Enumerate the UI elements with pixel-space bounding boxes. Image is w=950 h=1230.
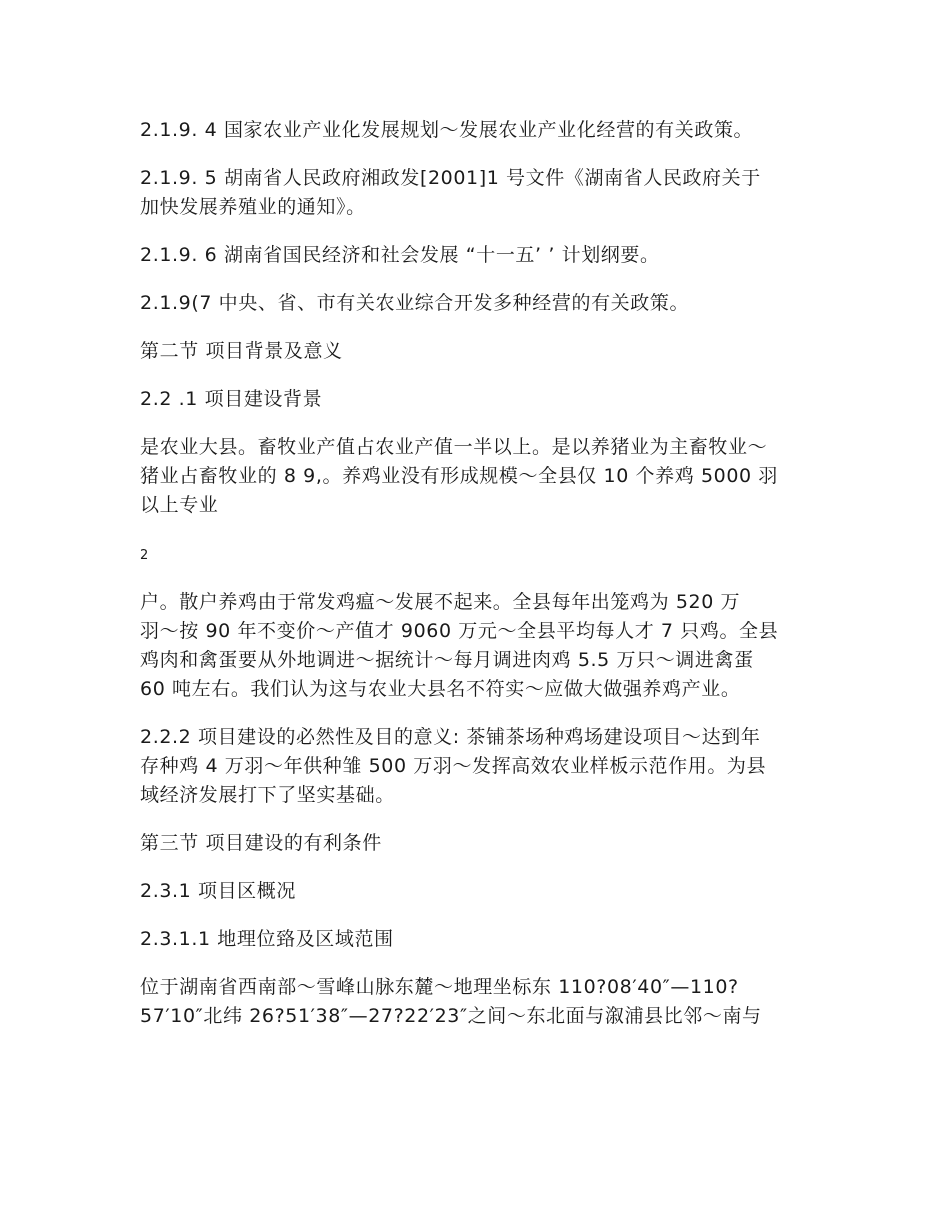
subsection-heading-2-2-1 xyxy=(140,385,820,414)
paragraph-necessity xyxy=(140,723,820,810)
text-line: 2.3.1 项目区概况 xyxy=(140,880,296,902)
text-line: 57′10″北纬 26?51′38″—27?22′23″之间～东北面与溆浦县比邻～南与 xyxy=(140,1005,762,1027)
subsection-heading-2-3-1 xyxy=(140,877,820,906)
paragraph-policy-5 xyxy=(140,164,820,222)
text-line: 加快发展养殖业的通知》。 xyxy=(140,196,366,218)
section-heading-2 xyxy=(140,337,820,366)
text-line: 60 吨左右。我们认为这与农业大县名不符实～应做大做强养鸡产业。 xyxy=(140,678,741,700)
text-line: 羽～按 90 年不变价～产值才 9060 万元～全县平均每人才 7 只鸡。全县 xyxy=(140,620,779,642)
page-number: 2 xyxy=(140,548,149,563)
text-line: 户。散户养鸡由于常发鸡瘟～发展不起来。全县每年出笼鸡为 520 万 xyxy=(140,591,741,613)
section-heading-3 xyxy=(140,829,820,858)
text-line: 2.3.1.1 地理位臵及区域范围 xyxy=(140,928,394,950)
text-line: 2.1.9(7 中央、省、市有关农业综合开发多种经营的有关政策。 xyxy=(140,292,690,314)
paragraph-location xyxy=(140,973,820,1031)
paragraph-policy-7 xyxy=(140,289,820,318)
text-line: 位于湖南省西南部～雪峰山脉东麓～地理坐标东 110?08′40″—110? xyxy=(140,976,739,998)
paragraph-policy-4 xyxy=(140,116,820,145)
text-line: 2.2.2 项目建设的必然性及目的意义: 茶铺茶场种鸡场建设项目～达到年 xyxy=(140,726,761,748)
text-line: 第三节 项目建设的有利条件 xyxy=(140,832,382,854)
text-line: 第二节 项目背景及意义 xyxy=(140,340,343,362)
text-line: 鸡肉和禽蛋要从外地调进～据统计～每月调进肉鸡 5.5 万只～调进禽蛋 xyxy=(140,649,754,671)
text-line: 以上专业 xyxy=(140,494,219,516)
text-line: 2.1.9. 4 国家农业产业化发展规划～发展农业产业化经营的有关政策。 xyxy=(140,119,754,141)
text-line: 2.1.9. 5 胡南省人民政府湘政发[2001]1 号文件《湖南省人民政府关于 xyxy=(140,167,761,189)
paragraph-policy-6 xyxy=(140,241,820,270)
paragraph-background xyxy=(140,433,820,520)
subsection-heading-2-3-1-1 xyxy=(140,925,820,954)
text-line: 2.1.9. 6 湖南省国民经济和社会发展 “十一五’ ’ 计划纲要。 xyxy=(140,244,660,266)
document-page xyxy=(140,116,820,1050)
text-line: 存种鸡 4 万羽～年供种雏 500 万羽～发挥高效农业样板示范作用。为县 xyxy=(140,755,767,777)
text-line: 是农业大县。畜牧业产值占农业产值一半以上。是以养猪业为主畜牧业～ xyxy=(140,436,768,458)
text-line: 猪业占畜牧业的 8 9,。养鸡业没有形成规模～全县仅 10 个养鸡 5000 羽 xyxy=(140,465,778,487)
text-line: 2.2 .1 项目建设背景 xyxy=(140,388,323,410)
paragraph-background-cont xyxy=(140,588,820,704)
text-line: 域经济发展打下了坚实基础。 xyxy=(140,784,395,806)
